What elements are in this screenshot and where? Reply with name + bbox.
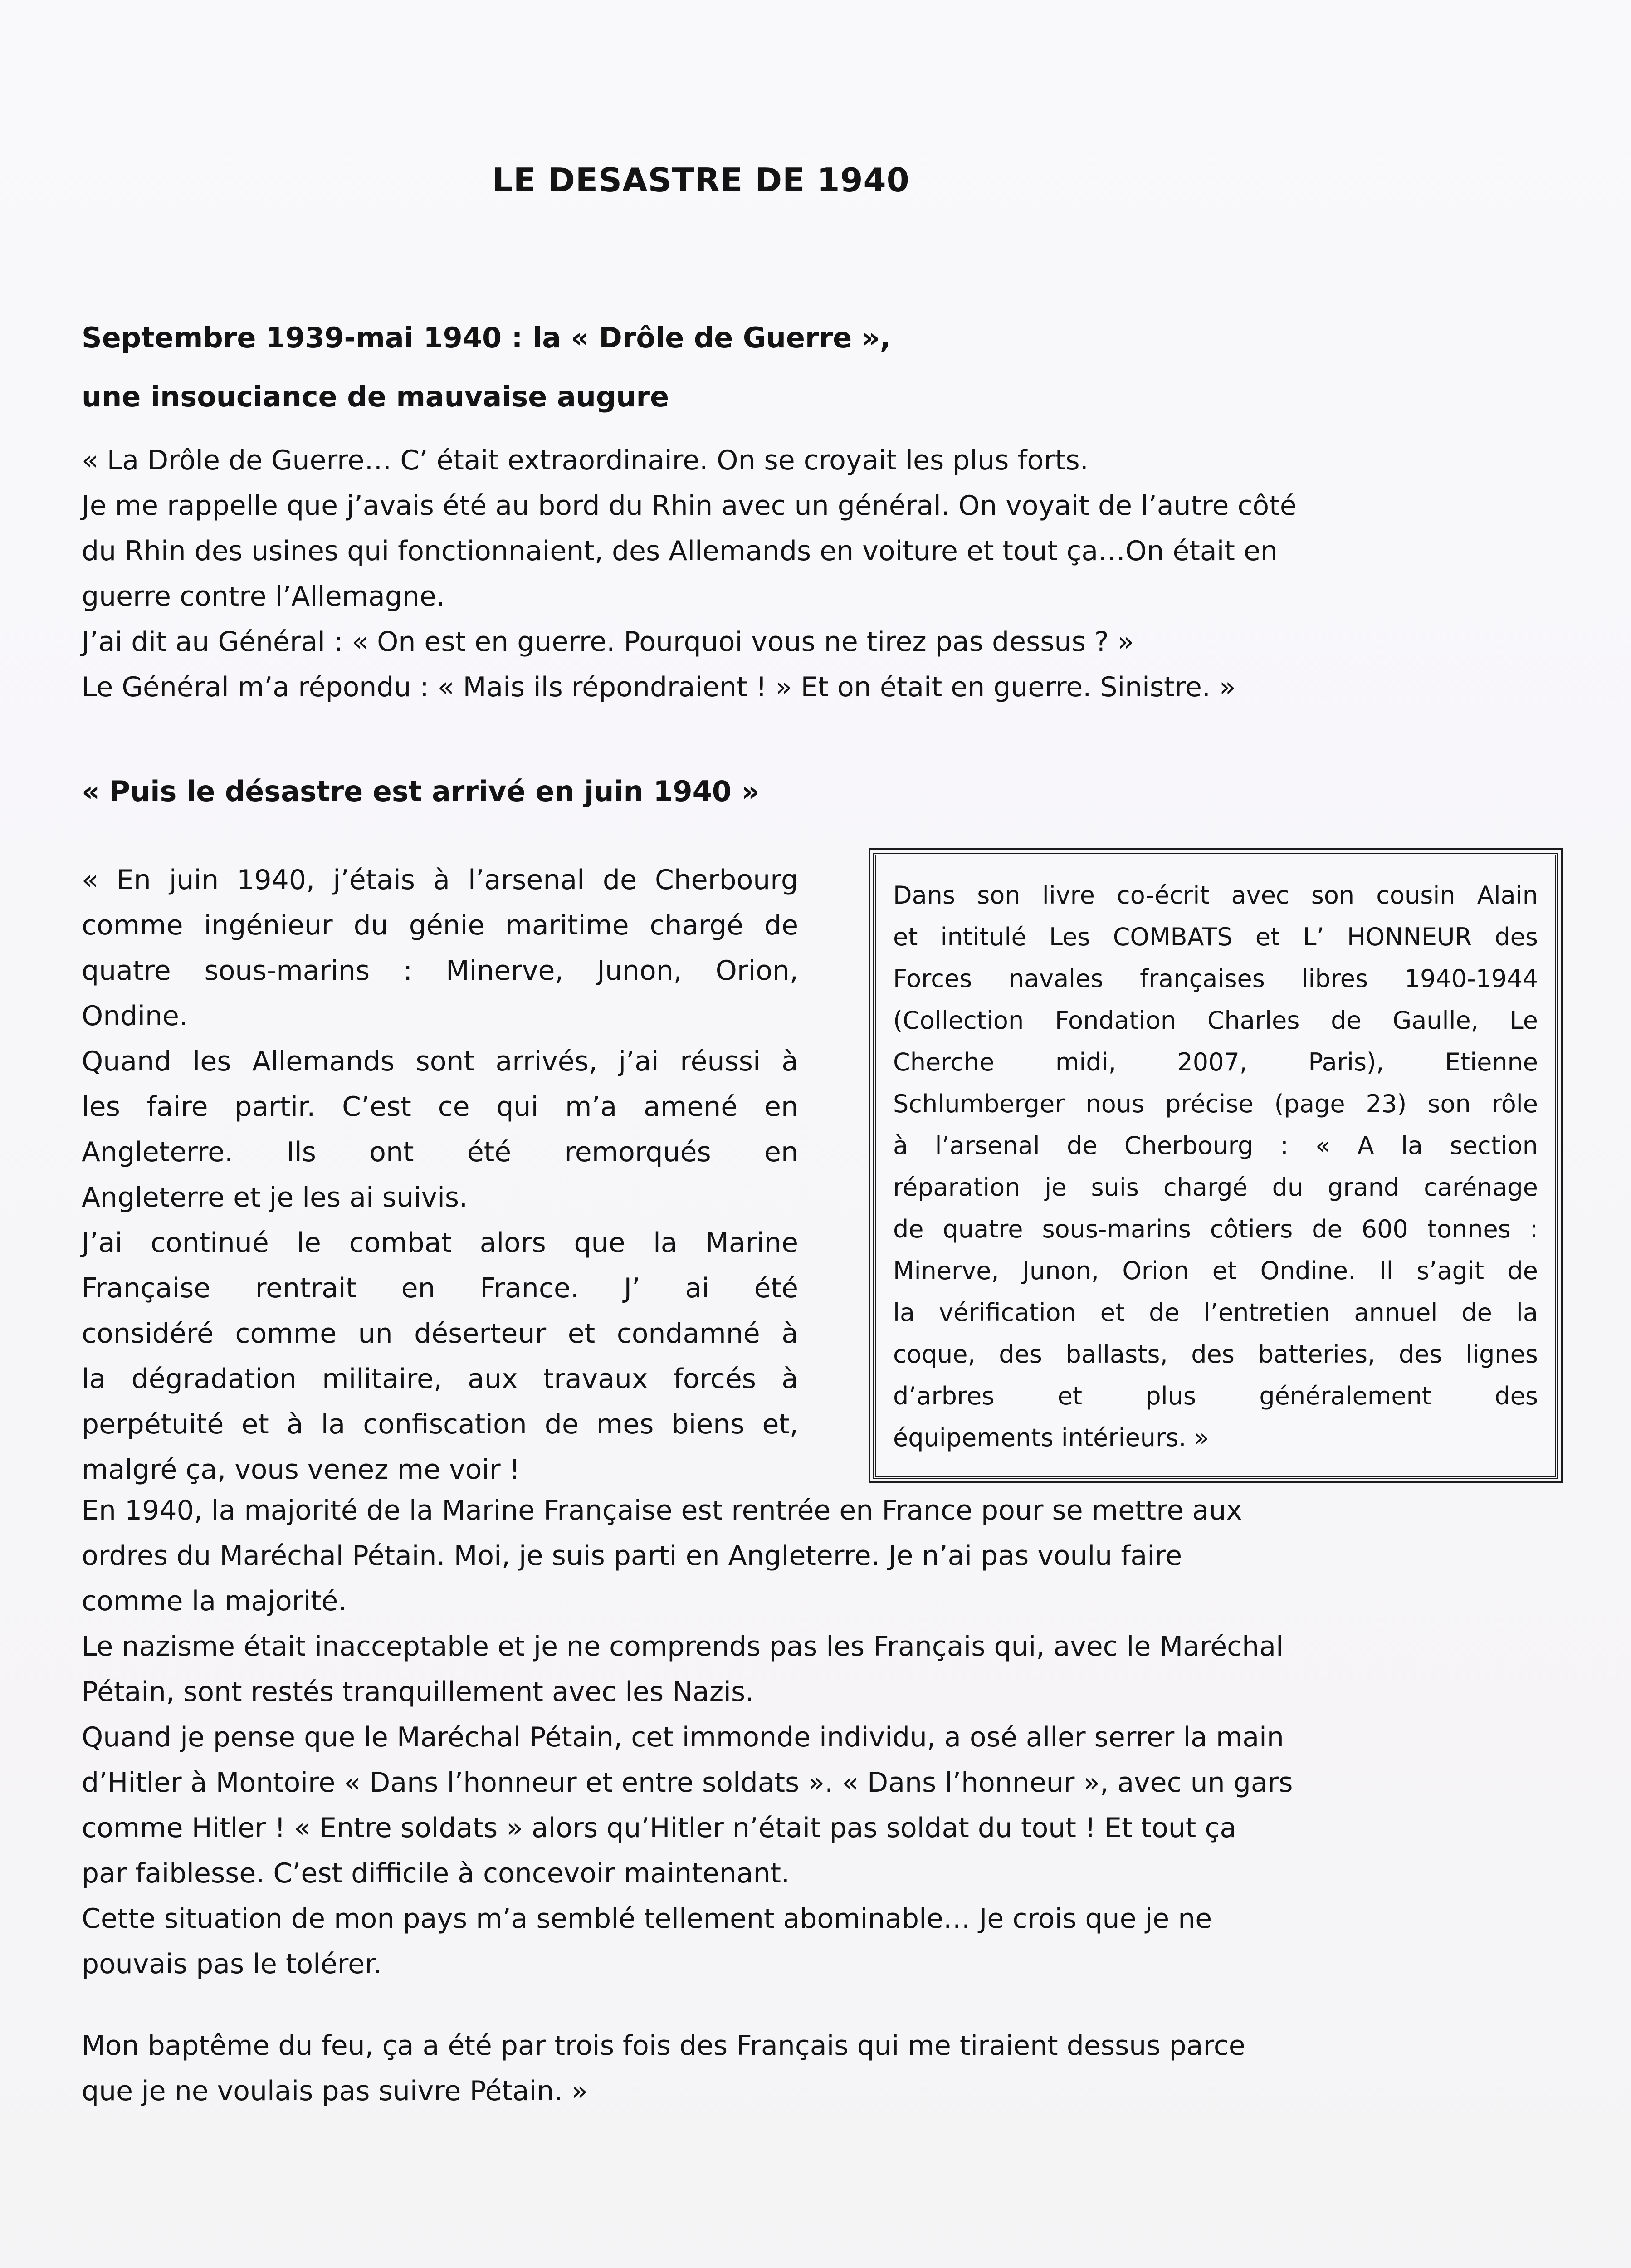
text-line: d’Hitler à Montoire « Dans l’honneur et entre soldats ». « Dans l’honneur », avec un gars (82, 1767, 1293, 1799)
text-line: comme Hitler ! « Entre soldats » alors qu’Hitler n’était pas soldat du tout ! Et tout ça (82, 1812, 1237, 1844)
paragraph-marine-francaise (82, 1488, 1442, 1987)
text-line: Cette situation de mon pays m’a semblé tellement abominable… Je crois que je ne (82, 1903, 1212, 1935)
text-line: Angleterre. Ils ont été remorqués en (82, 1136, 798, 1168)
text-line: Ondine. (82, 1000, 188, 1032)
sidebar-line: (Collection Fondation Charles de Gaulle, Le (893, 1006, 1538, 1035)
text-line: ordres du Maréchal Pétain. Moi, je suis parti en Angleterre. Je n’ai pas voulu faire (82, 1540, 1182, 1572)
text-line: guerre contre l’Allemagne. (82, 581, 445, 612)
text-line: perpétuité et à la confiscation de mes biens et, (82, 1408, 798, 1440)
text-line: par faiblesse. C’est difficile à concevoir maintenant. (82, 1857, 790, 1889)
text-line: que je ne voulais pas suivre Pétain. » (82, 2075, 588, 2107)
sidebar-line: Dans son livre co-écrit avec son cousin Alain (893, 881, 1538, 909)
sidebar-line: coque, des ballasts, des batteries, des lignes (893, 1340, 1538, 1369)
text-line: « La Drôle de Guerre… C’ était extraordinaire. On se croyait les plus forts. (82, 445, 1089, 476)
sidebar-line: équipements intérieurs. » (893, 1423, 1209, 1452)
section-heading-desastre: « Puis le désastre est arrivé en juin 1940 » (82, 775, 760, 808)
text-line: Pétain, sont restés tranquillement avec les Nazis. (82, 1676, 754, 1708)
text-line: Mon baptême du feu, ça a été par trois fois des Français qui me tiraient dessus parce (82, 2030, 1245, 2062)
section-heading-line: une insouciance de mauvaise augure (82, 380, 669, 413)
text-line: Angleterre et je les ai suivis. (82, 1182, 468, 1213)
sidebar-line: Cherche midi, 2007, Paris), Etienne (893, 1048, 1538, 1076)
text-line: Quand les Allemands sont arrivés, j’ai réussi à (82, 1046, 798, 1077)
text-line: du Rhin des usines qui fonctionnaient, des Allemands en voiture et tout ça…On était en (82, 535, 1278, 567)
text-line: Le Général m’a répondu : « Mais ils répondraient ! » Et on était en guerre. Sinistre. » (82, 671, 1236, 703)
sidebar-line: la vérification et de l’entretien annuel de la (893, 1298, 1538, 1327)
sidebar-line: réparation je suis chargé du grand carénage (893, 1173, 1538, 1202)
paragraph-cherbourg (82, 857, 798, 1492)
section-heading-line: Septembre 1939-mai 1940 : la « Drôle de Guerre », (82, 321, 891, 354)
paragraph-bapteme-du-feu (82, 2023, 1442, 2114)
text-line: Quand je pense que le Maréchal Pétain, cet immonde individu, a osé aller serrer la main (82, 1721, 1284, 1753)
sidebar-line: Schlumberger nous précise (page 23) son rôle (893, 1090, 1538, 1118)
text-line: Je me rappelle que j’avais été au bord du Rhin avec un général. On voyait de l’autre côté (82, 490, 1297, 522)
text-line: Française rentrait en France. J’ ai été (82, 1272, 798, 1304)
page-title: LE DESASTRE DE 1940 (492, 161, 910, 199)
text-line: malgré ça, vous venez me voir ! (82, 1454, 520, 1486)
sidebar-line: Minerve, Junon, Orion et Ondine. Il s’agit de (893, 1256, 1538, 1285)
sidebar-box-citation (873, 853, 1558, 1479)
text-line: les faire partir. C’est ce qui m’a amené en (82, 1091, 798, 1123)
sidebar-line: et intitulé Les COMBATS et L’ HONNEUR des (893, 923, 1538, 951)
paragraph-drole-de-guerre (82, 438, 1442, 710)
text-line: En 1940, la majorité de la Marine Française est rentrée en France pour se mettre aux (82, 1495, 1242, 1526)
text-line: « En juin 1940, j’étais à l’arsenal de Cherbourg (82, 864, 798, 896)
sidebar-line: Forces navales françaises libres 1940-1944 (893, 964, 1538, 993)
text-line: comme la majorité. (82, 1585, 347, 1617)
sidebar-line: de quatre sous-marins côtiers de 600 tonnes : (893, 1215, 1538, 1243)
text-line: considéré comme un déserteur et condamné à (82, 1318, 798, 1349)
sidebar-line: à l’arsenal de Cherbourg : « A la section (893, 1131, 1538, 1160)
text-line: comme ingénieur du génie maritime chargé de (82, 909, 798, 941)
text-line: la dégradation militaire, aux travaux forcés à (82, 1363, 798, 1395)
text-line: J’ai continué le combat alors que la Marine (82, 1227, 798, 1259)
section-heading-drole-de-guerre (82, 308, 890, 426)
text-line: quatre sous-marins : Minerve, Junon, Orion, (82, 955, 798, 987)
sidebar-line: d’arbres et plus généralement des (893, 1382, 1538, 1410)
text-line: Le nazisme était inacceptable et je ne comprends pas les Français qui, avec le Maréchal (82, 1631, 1284, 1662)
text-line: J’ai dit au Général : « On est en guerre. Pourquoi vous ne tirez pas dessus ? » (82, 626, 1134, 658)
text-line: pouvais pas le tolérer. (82, 1948, 382, 1980)
